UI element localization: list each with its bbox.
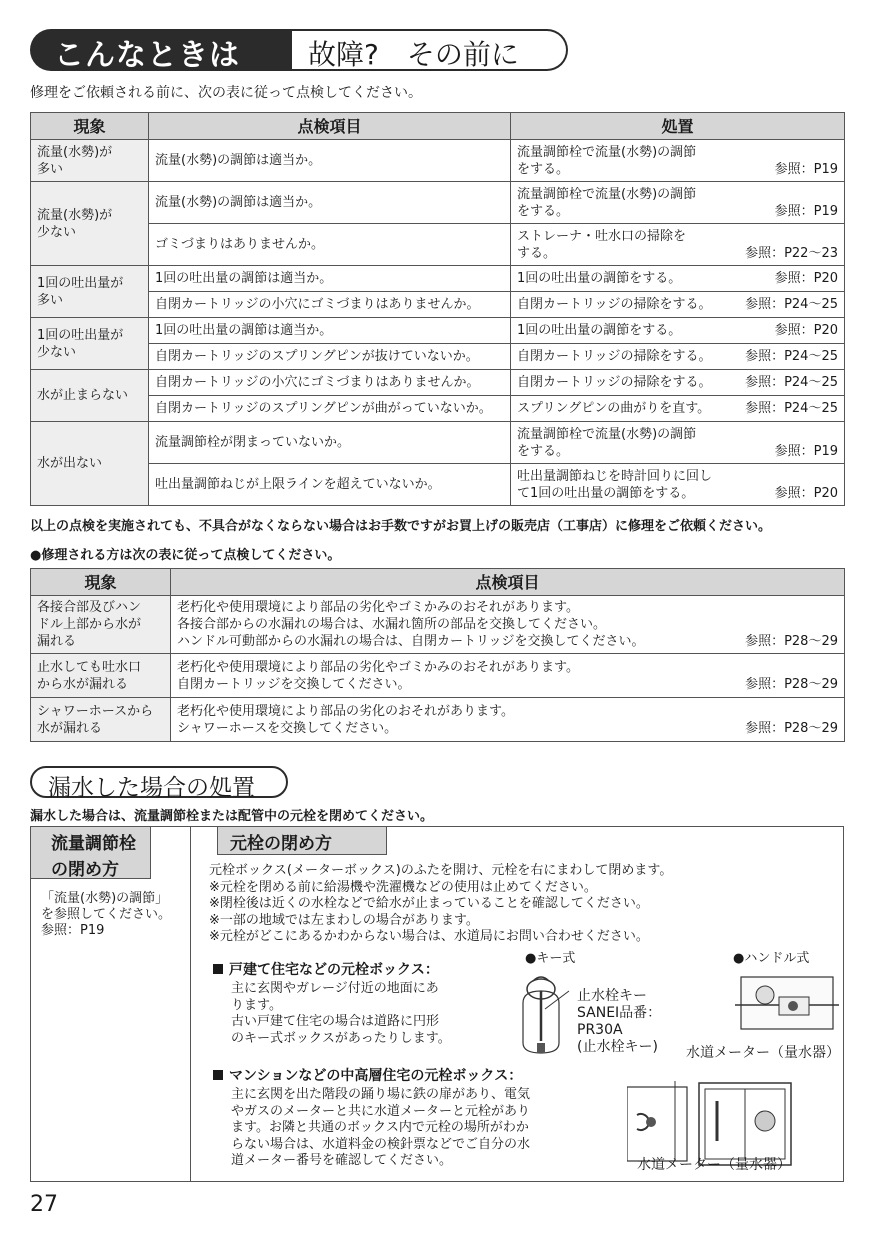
reference-page: 参照：P20 xyxy=(774,323,838,338)
square-bullet-icon xyxy=(213,1070,223,1080)
check-line xyxy=(155,348,504,365)
symptom-cell xyxy=(31,654,171,698)
table-row xyxy=(31,224,845,266)
action-line xyxy=(517,400,838,417)
symptom-line xyxy=(37,455,142,472)
symptom-line xyxy=(37,275,142,292)
table-row xyxy=(31,422,845,464)
check-line xyxy=(155,374,504,391)
symptom-line xyxy=(37,633,164,650)
action-line xyxy=(517,468,838,485)
header-symptom: 現象 xyxy=(31,113,149,140)
title-light-text: 故障? その前に xyxy=(308,38,519,71)
table-row xyxy=(31,344,845,370)
check-text: 自閉カートリッジの小穴にゴミづまりはありませんか。 xyxy=(155,297,480,312)
instruction-line: ※元栓を閉める前に給湯機や洗濯機などの使用は止めてください。 xyxy=(209,879,597,895)
main-valve-tab-label: 元栓の閉め方 xyxy=(230,834,332,854)
check-cell xyxy=(149,370,511,396)
action-line xyxy=(517,228,838,245)
check-line xyxy=(177,599,838,616)
check-text: 老朽化や使用環境により部品の劣化のおそれがあります。 xyxy=(177,703,514,719)
check-text: ゴミづまりはありませんか。 xyxy=(155,237,325,252)
action-cell xyxy=(511,224,845,266)
action-line xyxy=(517,245,838,262)
action-cell xyxy=(511,182,845,224)
action-text: する。 xyxy=(517,245,557,261)
mansion-text-line: ます。お隣と共通のボックス内で元栓の場所がわか xyxy=(231,1120,529,1135)
check-line xyxy=(177,676,838,693)
symptom-line xyxy=(37,161,142,178)
table-row xyxy=(31,140,845,182)
action-text: て1回の吐出量の調節をする。 xyxy=(517,485,695,501)
check-text: 自閉カートリッジを交換してください。 xyxy=(177,676,411,692)
check-line xyxy=(155,296,504,313)
table-row xyxy=(31,396,845,422)
house-heading-text: 戸建て住宅などの元栓ボックス： xyxy=(229,962,439,978)
symptom-cell xyxy=(31,318,149,370)
section-leak-title xyxy=(30,766,288,801)
action-cell xyxy=(511,464,845,506)
instruction-line: ※一部の地域では左まわしの場合があります。 xyxy=(209,912,479,928)
symptom-text: 1回の吐出量が xyxy=(37,327,124,343)
symptom-line xyxy=(37,387,142,404)
action-cell xyxy=(511,422,845,464)
check-line xyxy=(155,194,504,211)
title-dark-text: こんなときは xyxy=(54,38,240,73)
action-cell xyxy=(511,370,845,396)
symptom-line xyxy=(37,144,142,161)
symptom-line xyxy=(37,292,142,309)
reference-page: 参照：P28〜29 xyxy=(745,676,838,692)
action-cell xyxy=(511,344,845,370)
symptom-cell xyxy=(31,370,149,422)
reference-page: 参照：P20 xyxy=(774,485,838,501)
table-row xyxy=(31,266,845,292)
symptom-text: 少ない xyxy=(37,224,77,240)
check-text: 自閉カートリッジのスプリングピンが曲がっていないか。 xyxy=(155,401,492,416)
check-text: 老朽化や使用環境により部品の劣化やゴミかみのおそれがあります。 xyxy=(177,600,579,615)
section-leak-title-text: 漏水した場合の処置 xyxy=(48,775,255,801)
flow-valve-text xyxy=(41,891,171,939)
mansion-text-line: 道メーター番号を確認してください。 xyxy=(231,1153,453,1168)
main-valve-instructions xyxy=(209,863,672,946)
page-number: 27 xyxy=(30,1192,58,1217)
check-line xyxy=(177,659,838,676)
action-line xyxy=(517,485,838,502)
reference-page: 参照：P19 xyxy=(774,443,838,459)
instruction-line: ※閉栓後は近くの水栓などで給水が止まっていることを確認してください。 xyxy=(209,896,649,911)
action-line xyxy=(517,296,838,313)
table-row xyxy=(31,370,845,396)
check-line xyxy=(155,434,504,451)
action-line xyxy=(517,426,838,443)
header-check: 点検項目 xyxy=(149,113,511,140)
mansion-text-line: やガスのメーターと共に水道メーターと元栓があり xyxy=(231,1103,531,1119)
handle-type-label: ●ハンドル式 xyxy=(733,951,810,966)
action-text: 1回の吐出量の調節をする。 xyxy=(517,271,682,286)
title-dark xyxy=(30,29,292,71)
flow-valve-text-line: を参照してください。 xyxy=(41,907,172,922)
reference-page: 参照：P24〜25 xyxy=(745,401,838,416)
action-cell xyxy=(511,266,845,292)
key-type-label: ●キー式 xyxy=(525,951,576,966)
symptom-text: 各接合部及びハン xyxy=(37,600,142,615)
check-cell xyxy=(149,422,511,464)
reference-page: 参照：P22〜23 xyxy=(745,245,838,261)
symptom-line xyxy=(37,599,164,616)
table-row xyxy=(31,654,845,698)
check-text: シャワーホースを交換してください。 xyxy=(177,720,398,736)
check-text: 吐出量調節ねじが上限ラインを超えていないか。 xyxy=(155,477,441,492)
house-heading xyxy=(213,959,439,979)
action-line xyxy=(517,270,838,287)
symptom-text: 水が止まらない xyxy=(37,388,129,403)
symptom-text: 流量(水勢)が xyxy=(37,144,113,160)
flow-valve-tab-label xyxy=(31,827,150,882)
check-line xyxy=(155,152,504,169)
symptom-line xyxy=(37,703,164,720)
check-cell xyxy=(149,344,511,370)
symptom-line xyxy=(37,720,164,737)
title-banner xyxy=(30,29,568,71)
symptom-text: 漏れる xyxy=(37,634,77,649)
key-caption-line: (止水栓キー) xyxy=(577,1039,658,1055)
note-repairer: ●修理される方は次の表に従って点検してください。 xyxy=(30,548,341,563)
action-text: 自閉カートリッジの掃除をする。 xyxy=(517,297,712,312)
check-line xyxy=(177,616,838,633)
symptom-cell xyxy=(31,698,171,742)
check-line xyxy=(155,270,504,287)
flow-valve-text-line: 「流量(水勢)の調節」 xyxy=(41,891,169,906)
reference-page: 参照：P24〜25 xyxy=(745,375,838,390)
reference-page: 参照：P28〜29 xyxy=(745,720,838,736)
action-line xyxy=(517,443,838,460)
action-line xyxy=(517,348,838,365)
symptom-text: から水が漏れる xyxy=(37,676,129,692)
key-caption-line: PR30A xyxy=(577,1022,623,1038)
action-line xyxy=(517,161,838,178)
action-line xyxy=(517,322,838,339)
key-caption xyxy=(577,988,661,1056)
flow-valve-column xyxy=(31,827,191,1181)
action-line xyxy=(517,374,838,391)
check-line xyxy=(155,400,504,417)
check-cell xyxy=(171,654,845,698)
title-light xyxy=(292,29,568,71)
action-cell xyxy=(511,292,845,318)
symptom-line xyxy=(37,224,142,241)
action-line xyxy=(517,203,838,220)
house-text-line: 古い戸建て住宅の場合は道路に円形 xyxy=(231,1014,440,1029)
mansion-text xyxy=(231,1087,530,1170)
check-text: ハンドル可動部からの水漏れの場合は、自閉カートリッジを交換してください。 xyxy=(177,634,645,649)
reference-page: 参照：P28〜29 xyxy=(745,634,838,649)
section-leak-note: 漏水した場合は、流量調節栓または配管中の元栓を閉めてください。 xyxy=(30,809,434,824)
symptom-text: 水が出ない xyxy=(37,456,103,471)
reference-page: 参照：P19 xyxy=(774,203,838,219)
check-text: 流量調節栓が閉まっていないか。 xyxy=(155,435,351,450)
reference-page: 参照：P24〜25 xyxy=(745,297,838,312)
leak-procedure-box xyxy=(30,826,844,1182)
check-cell xyxy=(149,266,511,292)
table-row xyxy=(31,596,845,654)
table-row xyxy=(31,698,845,742)
action-text: 流量調節栓で流量(水勢)の調節 xyxy=(517,426,697,442)
symptom-line xyxy=(37,344,142,361)
check-text: 各接合部からの水漏れの場合は、水漏れ箇所の部品を交換してください。 xyxy=(177,617,607,632)
check-cell xyxy=(171,698,845,742)
check-cell xyxy=(171,596,845,654)
repair-table xyxy=(30,568,845,742)
check-text: 1回の吐出量の調節は適当か。 xyxy=(155,271,333,286)
reference-page: 参照：P19 xyxy=(774,161,838,177)
water-key-illustration xyxy=(511,969,581,1069)
check-line xyxy=(155,236,504,253)
house-text xyxy=(231,981,451,1047)
symptom-cell xyxy=(31,266,149,318)
action-line xyxy=(517,186,838,203)
mansion-text-line: らない場合は、水道料金の検針票などでご自分の水 xyxy=(231,1136,531,1152)
key-caption-line: 止水栓キー xyxy=(577,988,647,1004)
mansion-text-line: 主に玄関を出た階段の踊り場に鉄の扉があり、電気 xyxy=(231,1087,531,1102)
action-text: スプリングピンの曲がりを直す。 xyxy=(517,401,711,416)
intro-text: 修理をご依頼される前に、次の表に従って点検してください。 xyxy=(30,85,422,101)
check-text: 1回の吐出量の調節は適当か。 xyxy=(155,323,333,338)
house-text-line: のキー式ボックスがあったりします。 xyxy=(231,1030,451,1046)
check-cell xyxy=(149,292,511,318)
check-cell xyxy=(149,318,511,344)
check-text: 流量(水勢)の調節は適当か。 xyxy=(155,195,322,210)
reference-page: 参照：P20 xyxy=(774,271,838,286)
action-text: をする。 xyxy=(517,203,570,219)
action-text: をする。 xyxy=(517,161,570,177)
symptom-line xyxy=(37,327,142,344)
symptom-text: シャワーホースから xyxy=(37,703,154,719)
check-cell xyxy=(149,140,511,182)
check-text: 老朽化や使用環境により部品の劣化やゴミかみのおそれがあります。 xyxy=(177,659,579,675)
flow-valve-tab-line: の閉め方 xyxy=(51,860,119,880)
table-row xyxy=(31,182,845,224)
check-line xyxy=(155,476,504,493)
action-text: 1回の吐出量の調節をする。 xyxy=(517,323,682,338)
table-row xyxy=(31,292,845,318)
symptom-text: ドル上部から水が xyxy=(37,617,142,632)
check-cell xyxy=(149,396,511,422)
check-line xyxy=(177,703,838,720)
symptom-text: 少ない xyxy=(37,344,77,360)
action-text: 吐出量調節ねじを時計回りに回し xyxy=(517,468,713,484)
symptom-cell xyxy=(31,140,149,182)
symptom-cell xyxy=(31,182,149,266)
check-line xyxy=(155,322,504,339)
check-cell xyxy=(149,224,511,266)
symptom-text: 流量(水勢)が xyxy=(37,207,113,223)
flow-valve-tab-line: 流量調節栓 xyxy=(51,834,136,854)
header-symptom-2: 現象 xyxy=(31,569,171,596)
troubleshoot-table xyxy=(30,112,845,506)
symptom-line xyxy=(37,207,142,224)
action-line xyxy=(517,144,838,161)
header-check-2: 点検項目 xyxy=(171,569,845,596)
action-text: をする。 xyxy=(517,443,570,459)
check-line xyxy=(177,720,838,737)
instruction-line: 元栓ボックス(メーターボックス)のふたを開け、元栓を右にまわして閉めます。 xyxy=(209,863,673,878)
action-text: 流量調節栓で流量(水勢)の調節 xyxy=(517,186,697,202)
reference-page: 参照：P24〜25 xyxy=(745,349,838,364)
meter-caption-1: 水道メーター（量水器） xyxy=(686,1045,840,1061)
flow-valve-tab xyxy=(31,827,151,879)
note-contact-dealer: 以上の点検を実施されても、不具合がなくならない場合はお手数ですがお買上げの販売店（工事店）に修理をご依頼ください。 xyxy=(30,519,772,534)
check-line xyxy=(177,633,838,650)
handle-valve-illustration xyxy=(733,967,841,1035)
action-cell xyxy=(511,396,845,422)
check-text: 自閉カートリッジのスプリングピンが抜けていないか。 xyxy=(155,349,479,364)
symptom-line xyxy=(37,616,164,633)
house-text-line: 主に玄関やガレージ付近の地面にあ xyxy=(231,981,439,996)
symptom-text: 多い xyxy=(37,161,64,177)
flow-valve-text-line: 参照：P19 xyxy=(41,923,105,938)
action-cell xyxy=(511,140,845,182)
square-bullet-icon xyxy=(213,964,223,974)
symptom-text: 多い xyxy=(37,292,64,308)
mansion-heading-text: マンションなどの中高層住宅の元栓ボックス： xyxy=(229,1068,523,1084)
symptom-line xyxy=(37,659,164,676)
action-text: 流量調節栓で流量(水勢)の調節 xyxy=(517,144,697,160)
symptom-text: 止水しても吐水口 xyxy=(37,659,142,675)
action-text: ストレーナ・吐水口の掃除を xyxy=(517,228,687,244)
table-row xyxy=(31,464,845,506)
action-text: 自閉カートリッジの掃除をする。 xyxy=(517,375,712,390)
symptom-text: 1回の吐出量が xyxy=(37,275,124,291)
check-text: 自閉カートリッジの小穴にゴミづまりはありませんか。 xyxy=(155,375,480,390)
main-valve-tab xyxy=(217,827,387,855)
mansion-heading xyxy=(213,1065,522,1085)
action-text: 自閉カートリッジの掃除をする。 xyxy=(517,349,712,364)
meter-caption-2: 水道メーター（量水器） xyxy=(637,1157,791,1173)
symptom-cell xyxy=(31,596,171,654)
header-action: 処置 xyxy=(511,113,845,140)
house-text-line: ります。 xyxy=(231,997,282,1013)
instruction-line: ※元栓がどこにあるかわからない場合は、水道局にお問い合わせください。 xyxy=(209,929,649,944)
table-row xyxy=(31,318,845,344)
symptom-line xyxy=(37,676,164,693)
check-cell xyxy=(149,464,511,506)
action-cell xyxy=(511,318,845,344)
check-cell xyxy=(149,182,511,224)
symptom-cell xyxy=(31,422,149,506)
key-caption-line: SANEI品番： xyxy=(577,1005,662,1021)
check-text: 流量(水勢)の調節は適当か。 xyxy=(155,153,322,168)
symptom-text: 水が漏れる xyxy=(37,720,103,736)
